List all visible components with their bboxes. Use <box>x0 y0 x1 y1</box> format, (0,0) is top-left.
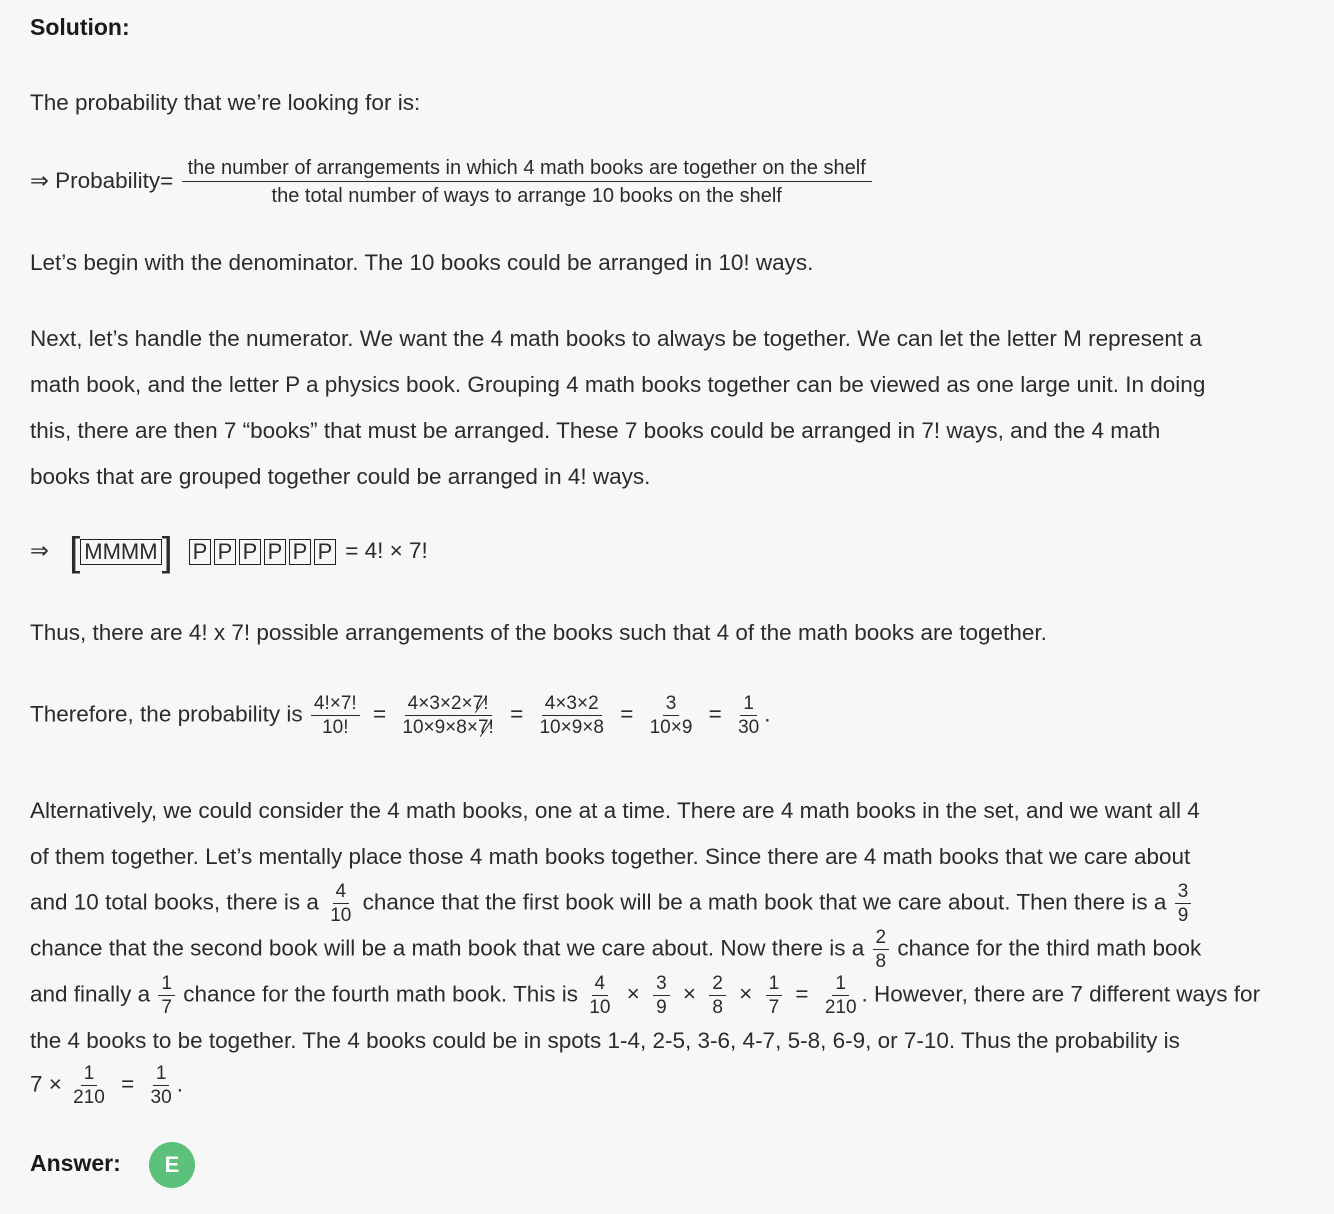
denominator-part: 10×9×8× <box>402 717 478 738</box>
denominator: 30 <box>738 717 760 738</box>
fraction <box>653 974 670 1017</box>
fraction-step-5 <box>735 694 762 737</box>
text: chance for the third math book <box>897 935 1202 961</box>
text: and 10 total books, there is a <box>30 889 319 915</box>
period: . <box>176 1071 183 1097</box>
fraction <box>158 974 175 1017</box>
numerator-text-line-2: math book, and the letter P a physics book. Grouping 4 math books together can be viewed as one large unit. In doing <box>30 372 1206 397</box>
alternative-text-line-1: Alternatively, we could consider the 4 math books, one at a time. There are 4 math books in the set, and we want all 4 <box>30 798 1200 823</box>
physics-book: P <box>214 539 236 565</box>
fraction <box>873 928 890 971</box>
alternative-text-line-6: the 4 books to be together. The 4 books could be in spots 1-4, 2-5, 3-6, 4-7, 5-8, 6-9, or 7-10. Thus the probability is <box>30 1028 1180 1053</box>
fraction-step-3 <box>536 694 606 737</box>
numerator <box>405 694 492 716</box>
fraction <box>327 882 354 925</box>
fraction <box>586 974 613 1017</box>
physics-book: P <box>189 539 211 565</box>
numerator: 3 <box>1175 882 1192 904</box>
equals: = <box>795 981 809 1007</box>
numerator: 4×3×2 <box>542 694 602 716</box>
cancelled-term: 7! <box>477 717 494 738</box>
text: chance that the first book will be a math book that we care about. Then there is a <box>362 889 1167 915</box>
denominator: 10! <box>322 717 349 738</box>
equals: = <box>121 1071 135 1097</box>
fraction-numerator: the number of arrangements in which 4 math books are together on the shelf <box>182 158 872 182</box>
denominator: 8 <box>712 997 723 1018</box>
bracket-left: [ <box>69 530 81 574</box>
alternative-text-line-2: of them together. Let’s mentally place those 4 math books together. Since there are 4 math books that we care about <box>30 844 1191 869</box>
physics-book: P <box>239 539 261 565</box>
period: . <box>764 701 771 727</box>
numerator: 1 <box>81 1064 98 1086</box>
alternative-text-line-7 <box>30 1064 183 1107</box>
alternative-text-line-5 <box>30 974 1260 1017</box>
numerator: 1 <box>158 974 175 996</box>
times: × <box>626 981 640 1007</box>
times: × <box>739 981 753 1007</box>
implies-arrow: ⇒ <box>30 537 49 563</box>
equals: = <box>708 701 722 727</box>
denominator: 210 <box>73 1087 105 1108</box>
numerator: 4!×7! <box>311 694 360 716</box>
alternative-text-line-3 <box>30 882 1193 925</box>
text: chance for the fourth math book. This is <box>183 981 578 1007</box>
numerator: 4 <box>333 882 350 904</box>
fraction <box>709 974 726 1017</box>
denominator: 10 <box>330 905 352 926</box>
answer-badge: E <box>149 1142 195 1188</box>
fraction-denominator: the total number of ways to arrange 10 books on the shelf <box>271 185 782 207</box>
numerator-part: 4×3×2× <box>407 693 473 714</box>
numerator: 1 <box>153 1064 170 1086</box>
solution-heading: Solution: <box>30 14 130 40</box>
numerator-text-line-1: Next, let’s handle the numerator. We want the 4 math books to always be together. We can let the letter M represent a <box>30 326 1202 351</box>
diagram-result: = 4! × 7! <box>345 537 428 563</box>
probability-formula <box>30 158 874 206</box>
denominator: 9 <box>1177 905 1189 926</box>
denominator <box>399 716 496 737</box>
numerator: 3 <box>653 974 670 996</box>
arrangement-diagram <box>30 532 428 572</box>
text: 7 × <box>30 1071 62 1097</box>
fraction-step-1 <box>311 694 360 737</box>
denominator: 8 <box>875 951 887 972</box>
text: chance that the second book will be a math book that we care about. Now there is a <box>30 935 865 961</box>
fraction <box>1175 882 1192 925</box>
denominator: 30 <box>150 1087 172 1108</box>
denominator: 9 <box>656 997 667 1018</box>
arrangements-text: Thus, there are 4! x 7! possible arrangements of the books such that 4 of the math books are together. <box>30 620 1047 645</box>
denominator: 10 <box>589 997 611 1018</box>
denominator: 10×9 <box>649 717 693 738</box>
cancelled-term: 7! <box>472 693 489 714</box>
numerator: 3 <box>663 694 680 716</box>
numerator: 1 <box>740 694 757 716</box>
calc-prefix: Therefore, the probability is <box>30 701 303 727</box>
probability-fraction <box>182 158 872 206</box>
numerator: 1 <box>832 974 849 996</box>
text: . However, there are 7 different ways for <box>861 981 1261 1007</box>
numerator: 2 <box>709 974 726 996</box>
numerator-text-line-3: this, there are then 7 “books” that must be arranged. These 7 books could be arranged in 7! ways, and the 4 math <box>30 418 1161 443</box>
answer-label: Answer: <box>30 1150 121 1176</box>
fraction-step-2 <box>399 694 496 737</box>
times: × <box>682 981 697 1007</box>
physics-book: P <box>314 539 336 565</box>
bracket-right: ] <box>161 530 173 574</box>
fraction <box>70 1064 108 1107</box>
denominator-text: Let’s begin with the denominator. The 10 books could be arranged in 10! ways. <box>30 250 814 275</box>
numerator: 4 <box>592 974 609 996</box>
fraction-step-4 <box>647 694 696 737</box>
physics-book: P <box>289 539 311 565</box>
denominator: 210 <box>824 997 857 1018</box>
numerator: 2 <box>873 928 890 950</box>
fraction <box>148 1064 175 1107</box>
probability-label: Probability= <box>55 167 174 193</box>
text: and finally a <box>30 981 151 1007</box>
numerator: 1 <box>766 974 783 996</box>
denominator: 7 <box>161 997 172 1018</box>
equals: = <box>620 701 634 727</box>
equals: = <box>510 701 524 727</box>
numerator-text-line-4: books that are grouped together could be arranged in 4! ways. <box>30 464 651 489</box>
fraction <box>822 974 860 1017</box>
physics-book: P <box>264 539 286 565</box>
fraction <box>766 974 783 1017</box>
implies-arrow: ⇒ <box>30 167 49 193</box>
denominator: 7 <box>768 997 780 1018</box>
math-book-group: MMMM <box>80 539 161 565</box>
intro-text: The probability that we’re looking for is: <box>30 90 421 115</box>
denominator: 10×9×8 <box>539 717 604 738</box>
probability-calculation <box>30 694 770 737</box>
alternative-text-line-4 <box>30 928 1201 971</box>
equals: = <box>372 701 387 727</box>
